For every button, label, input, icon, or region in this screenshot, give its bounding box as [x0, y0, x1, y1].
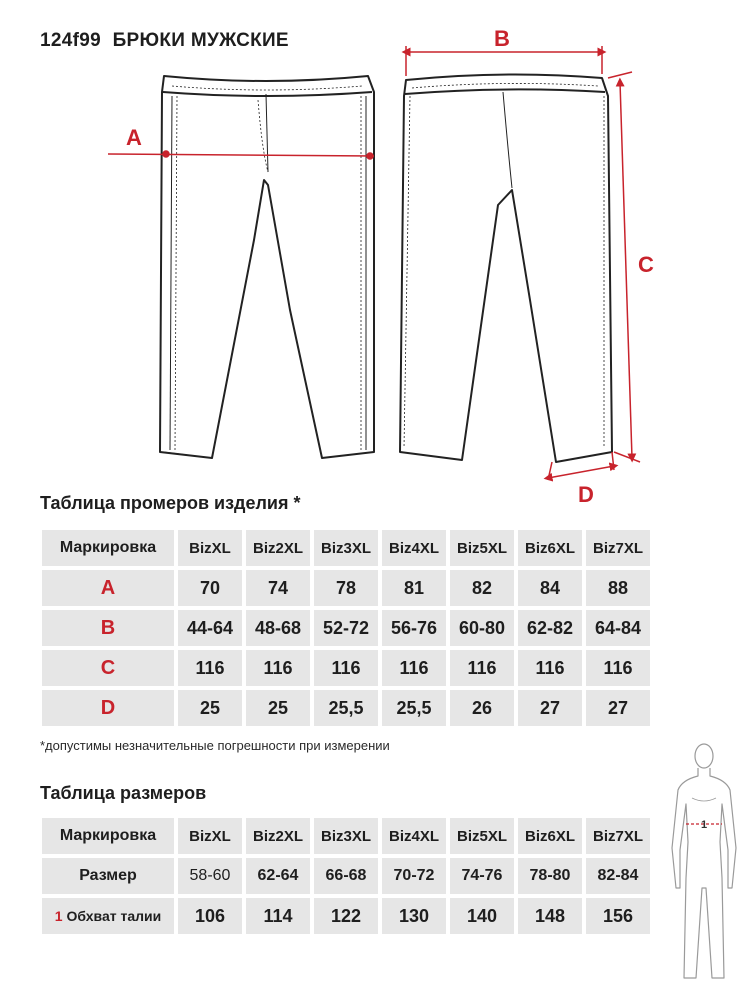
table-cell: 81	[382, 570, 446, 606]
table-cell: 88	[586, 570, 650, 606]
body-figure	[664, 738, 744, 993]
label-a: A	[126, 125, 142, 150]
table-cell: 27	[518, 690, 582, 726]
table-cell: 27	[586, 690, 650, 726]
table-cell: 60-80	[450, 610, 514, 646]
waist-marker-number: 1	[54, 908, 63, 924]
table-cell: 74-76	[450, 858, 514, 894]
table-cell: 70	[178, 570, 242, 606]
label-b: B	[494, 26, 510, 51]
table-cell: 62-64	[246, 858, 310, 894]
table-cell: 82	[450, 570, 514, 606]
column-header: BizXL	[178, 530, 242, 566]
table-cell: 66-68	[314, 858, 378, 894]
table-row	[42, 610, 650, 646]
column-header: Biz4XL	[382, 818, 446, 854]
table-cell: 116	[586, 650, 650, 686]
column-header: Biz5XL	[450, 818, 514, 854]
label-d: D	[578, 482, 594, 507]
table-cell: 82-84	[586, 858, 650, 894]
measure-c-line	[608, 72, 640, 462]
row-label: C	[42, 650, 174, 686]
row-label: A	[42, 570, 174, 606]
sizes-table	[38, 814, 654, 938]
table-cell: 156	[586, 898, 650, 934]
table-header-row	[42, 818, 650, 854]
back-view-pants	[400, 74, 612, 462]
table-cell: 25	[178, 690, 242, 726]
column-header: Biz3XL	[314, 530, 378, 566]
measurements-table	[38, 526, 654, 730]
table-row	[42, 898, 650, 934]
table-row	[42, 650, 650, 686]
table-cell: 25,5	[382, 690, 446, 726]
table-cell: 116	[382, 650, 446, 686]
table-cell: 116	[314, 650, 378, 686]
table-row	[42, 858, 650, 894]
product-name: БРЮКИ МУЖСКИЕ	[112, 30, 289, 51]
column-header: Biz7XL	[586, 530, 650, 566]
table-header-row	[42, 530, 650, 566]
table-cell: 116	[178, 650, 242, 686]
table-cell: 70-72	[382, 858, 446, 894]
column-header: Biz2XL	[246, 530, 310, 566]
row-label: Размер	[42, 858, 174, 894]
body-silhouette-icon	[664, 738, 744, 988]
table-cell: 64-84	[586, 610, 650, 646]
table-cell: 48-68	[246, 610, 310, 646]
product-code: 124f99	[40, 30, 101, 51]
table-row	[42, 690, 650, 726]
column-header: Biz6XL	[518, 530, 582, 566]
table-cell: 25	[246, 690, 310, 726]
table-cell: 56-76	[382, 610, 446, 646]
measurements-title: Таблица промеров изделия *	[40, 493, 301, 513]
column-header: Biz2XL	[246, 818, 310, 854]
row-label-waist	[42, 898, 174, 934]
table-cell: 62-82	[518, 610, 582, 646]
table-cell: 78-80	[518, 858, 582, 894]
column-header: Biz7XL	[586, 818, 650, 854]
table-cell: 130	[382, 898, 446, 934]
table-row	[42, 570, 650, 606]
row-label-text: Обхват талии	[66, 908, 162, 924]
table-cell: 148	[518, 898, 582, 934]
table-cell: 106	[178, 898, 242, 934]
column-header: Biz6XL	[518, 818, 582, 854]
table-cell: 25,5	[314, 690, 378, 726]
table-cell: 122	[314, 898, 378, 934]
waist-marker-label: 1	[700, 819, 708, 831]
table-cell: 114	[246, 898, 310, 934]
column-header: Маркировка	[42, 530, 174, 566]
column-header: Biz4XL	[382, 530, 446, 566]
table-cell: 116	[518, 650, 582, 686]
column-header: Маркировка	[42, 818, 174, 854]
label-c: C	[638, 252, 654, 277]
table-cell: 84	[518, 570, 582, 606]
table-cell: 52-72	[314, 610, 378, 646]
column-header: Biz3XL	[314, 818, 378, 854]
table-cell: 78	[314, 570, 378, 606]
column-header: Biz5XL	[450, 530, 514, 566]
front-view-pants	[160, 76, 374, 458]
table-cell: 140	[450, 898, 514, 934]
measurement-footnote: *допустимы незначительные погрешности при измерении	[40, 738, 390, 753]
row-label: D	[42, 690, 174, 726]
row-label: B	[42, 610, 174, 646]
table-cell: 116	[450, 650, 514, 686]
column-header: BizXL	[178, 818, 242, 854]
sizes-title: Таблица размеров	[40, 783, 207, 803]
table-cell: 44-64	[178, 610, 242, 646]
table-cell: 58-60	[178, 858, 242, 894]
table-cell: 74	[246, 570, 310, 606]
table-cell: 26	[450, 690, 514, 726]
table-cell: 116	[246, 650, 310, 686]
